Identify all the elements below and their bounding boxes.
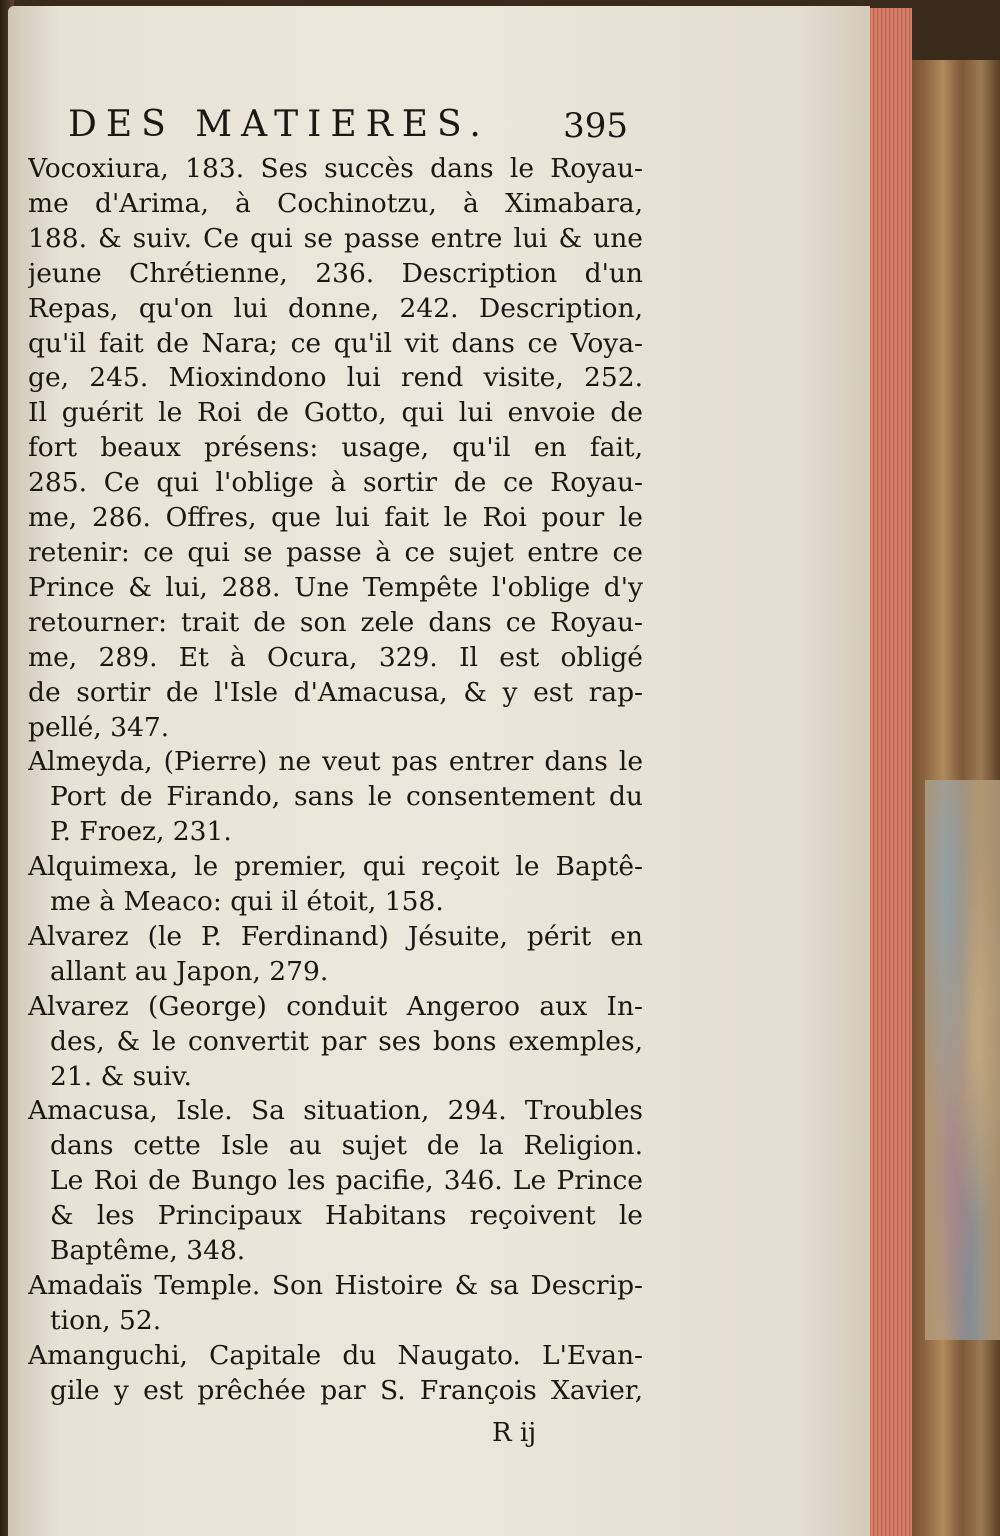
index-line: Alvarez (le P. Ferdinand) Jésuite, périt en xyxy=(28,920,643,952)
index-line: qu'il fait de Nara; ce qu'il vit dans ce Voya- xyxy=(28,327,643,359)
index-line: de sortir de l'Isle d'Amacusa, & y est rap- xyxy=(28,676,643,708)
index-line: Baptême, 348. xyxy=(50,1235,246,1267)
index-line: Port de Firando, sans le consentement du xyxy=(50,781,643,813)
index-line: Il guérit le Roi de Gotto, qui lui envoie de xyxy=(28,397,643,429)
running-title: DES MATIERES. xyxy=(68,104,490,145)
index-line: Prince & lui, 288. Une Tempête l'oblige d'y xyxy=(28,571,643,603)
index-line: ge, 245. Mioxindono lui rend visite, 252. xyxy=(28,362,643,394)
index-line: 285. Ce qui l'oblige à sortir de ce Royau- xyxy=(28,467,643,499)
index-line: Amadaïs Temple. Son Histoire & sa Descrip- xyxy=(28,1270,643,1301)
index-line: gile y est prêchée par S. François Xavier, xyxy=(50,1374,643,1406)
book-page xyxy=(8,6,870,1536)
index-line: dans cette Isle au sujet de la Religion. xyxy=(50,1130,643,1162)
index-line: Alvarez (George) conduit Angeroo aux In- xyxy=(28,990,643,1022)
index-line: Vocoxiura, 183. Ses succès dans le Royau- xyxy=(28,153,643,184)
index-line: Almeyda, (Pierre) ne veut pas entrer dans le xyxy=(28,746,643,778)
index-line: allant au Japon, 279. xyxy=(50,955,329,987)
index-line: Amacusa, Isle. Sa situation, 294. Troubles xyxy=(28,1095,643,1127)
index-line: Le Roi de Bungo les pacifie, 346. Le Prince xyxy=(50,1165,643,1197)
index-line: 21. & suiv. xyxy=(50,1060,192,1092)
index-line: Alquimexa, le premier, qui reçoit le Baptê- xyxy=(28,851,643,883)
page-header xyxy=(68,104,628,148)
index-line: me à Meaco: qui il étoit, 158. xyxy=(50,886,444,918)
page-number: 395 xyxy=(563,106,628,146)
signature-mark: R ij xyxy=(492,1418,537,1448)
index-line: P. Froez, 231. xyxy=(50,816,232,848)
index-line: tion, 52. xyxy=(50,1304,162,1336)
marbled-endpaper xyxy=(925,780,1000,1340)
index-line: fort beaux présens: usage, qu'il en fait, xyxy=(28,432,643,464)
index-line: 188. & suiv. Ce qui se passe entre lui & une xyxy=(28,222,643,254)
index-line: pellé, 347. xyxy=(28,711,170,743)
index-line: me d'Arima, à Cochinotzu, à Ximabara, xyxy=(28,187,643,219)
index-line: me, 289. Et à Ocura, 329. Il est obligé xyxy=(28,641,643,673)
index-line: jeune Chrétienne, 236. Description d'un xyxy=(28,257,643,289)
index-line: & les Principaux Habitans reçoivent le xyxy=(50,1200,643,1232)
index-line: Repas, qu'on lui donne, 242. Description, xyxy=(28,292,643,324)
index-line: retourner: trait de son zele dans ce Royau- xyxy=(28,606,643,638)
index-line: me, 286. Offres, que lui fait le Roi pour le xyxy=(28,502,643,534)
index-line: des, & le convertit par ses bons exemples, xyxy=(50,1025,643,1057)
index-text-block xyxy=(28,152,643,1452)
index-line: retenir: ce qui se passe à ce sujet entre ce xyxy=(28,536,643,568)
index-line: Amanguchi, Capitale du Naugato. L'Evan- xyxy=(28,1339,643,1371)
